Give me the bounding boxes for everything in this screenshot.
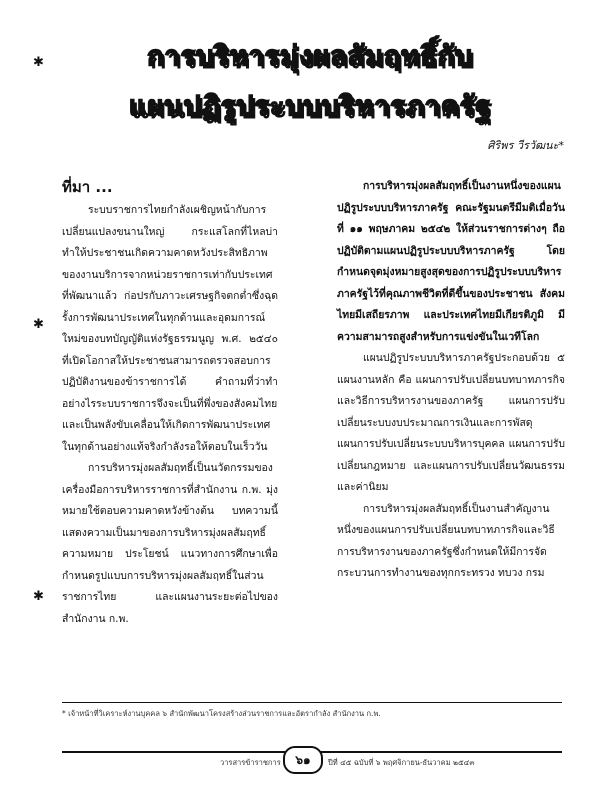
journal-name: วารสารข้าราชการ: [220, 758, 281, 767]
paragraph: ระบบราชการไทยกำลังเผชิญหน้ากับการเปลี่ยนแปลงขนานใหญ่ กระแสโลกที่ไหลบ่าทำให้ประชาชนเกิดความคาดหวังประสิทธิภาพของงานบริการจากหน่วยราชการเท่ากับประเทศที่พัฒนาแล้ว ก่อปรกับภาวะเศรษฐกิจตกต่ำซึ่งฉุดรั้งการพัฒนาประเทศในทุกด้านและอุดมการณ์ใหม่ของบทบัญญัติแห่งรัฐธรรมนูญ พ.ศ. ๒๕๔๐ ที่เปิดโอกาสให้ประชาชนสามารถตรวจสอบการปฏิบัติงานของข้าราชการได้ คำถามที่ว่าทำอย่างไรระบบราชการจึงจะเป็นที่พึ่งของสังคมไทย และเป็นพลังขับเคลื่อนให้เกิดการพัฒนาประเทศในทุกด้านอย่างแท้จริงกำลังรอให้ตอบในเร็ววัน: [62, 204, 278, 453]
author-name: ศิริพร วีรวัฒนะ*: [487, 139, 564, 152]
footnote: * เจ้าหน้าที่วิเคราะห์งานบุคคล ๖ สำนักพัฒนาโครงสร้างส่วนราชการและอัตรากำลัง สำนักงาน ก.พ.: [62, 709, 381, 718]
title-line-1: การบริหารมุ่งผลสัมฤทธิ์กับ: [147, 41, 473, 72]
page-number: ๖๑: [283, 746, 323, 774]
left-column: [62, 176, 278, 630]
side-bullet-icon: ✱: [33, 55, 44, 70]
section-heading: ที่มา ...: [62, 178, 113, 196]
paragraph: การบริหารมุ่งผลสัมฤทธิ์เป็นนวัตกรรมของเครื่องมือการบริหารราชการที่สำนักงาน ก.พ. มุ่งหมายใช้ตอบความคาดหวังข้างต้น บทความนี้แสดงความเป็นมาของการบริหารมุ่งผลสัมฤทธิ์ ความหมาย ประโยชน์ แนวทางการศึกษาเพื่อกำหนดรูปแบบการบริหารมุ่งผลสัมฤทธิ์ในส่วนราชการไทย และแผนงานระยะต่อไปของสำนักงาน ก.พ.: [62, 462, 278, 625]
side-bullet-icon: ✱: [33, 589, 44, 604]
side-bullet-icon: ✱: [33, 317, 44, 332]
lead-paragraph: การบริหารมุ่งผลสัมฤทธิ์เป็นงานหนึ่งของแผนปฏิรูประบบบริหารภาครัฐ คณะรัฐมนตรีมีมติเมื่อวันที่ ๑๑ พฤษภาคม ๒๕๔๒ ให้ส่วนราชการต่างๆ ถือปฏิบัติตามแผนปฏิรูประบบบริหารภาครัฐ โดยกำหนดจุดมุ่งหมายสูงสุดของการปฏิรูประบบบริหารภาครัฐไว้ที่คุณภาพชีวิตที่ดีขึ้นของประชาชน สังคมไทยมีเสถียรภาพ และประเทศไทยมีเกียรติภูมิ มีความสามารถสูงสำหรับการแข่งขันในเวทีโลก: [337, 180, 565, 343]
paragraph: การบริหารมุ่งผลสัมฤทธิ์เป็นงานสำคัญงานหนึ่งของแผนการปรับเปลี่ยนบทบาทภารกิจและวิธีการบริหารงานของภาครัฐซึ่งกำหนดให้มีการจัดกระบวนการทำงานของทุกกระทรวง ทบวง กรม: [337, 502, 555, 579]
issue-info: ปีที่ ๔๕ ฉบับที่ ๖ พฤศจิกายน-ธันวาคม ๒๕๔๓: [328, 758, 475, 767]
right-column: [337, 176, 565, 585]
title-line-2: แผนปฏิรูประบบบริหารภาครัฐ: [128, 91, 492, 122]
paragraph: แผนปฏิรูประบบบริหารภาครัฐประกอบด้วย ๕ แผนงานหลัก คือ แผนการปรับเปลี่ยนบทบาทภารกิจและวิธีการบริหารงานของภาครัฐ แผนการปรับเปลี่ยนระบบงบประมาณการเงินและการพัสดุ แผนการปรับเปลี่ยนระบบบริหารบุคคล แผนการปรับเปลี่ยนกฎหมาย และแผนการปรับเปลี่ยนวัฒนธรรมและค่านิยม: [337, 352, 565, 493]
footnote-divider: [62, 702, 562, 703]
